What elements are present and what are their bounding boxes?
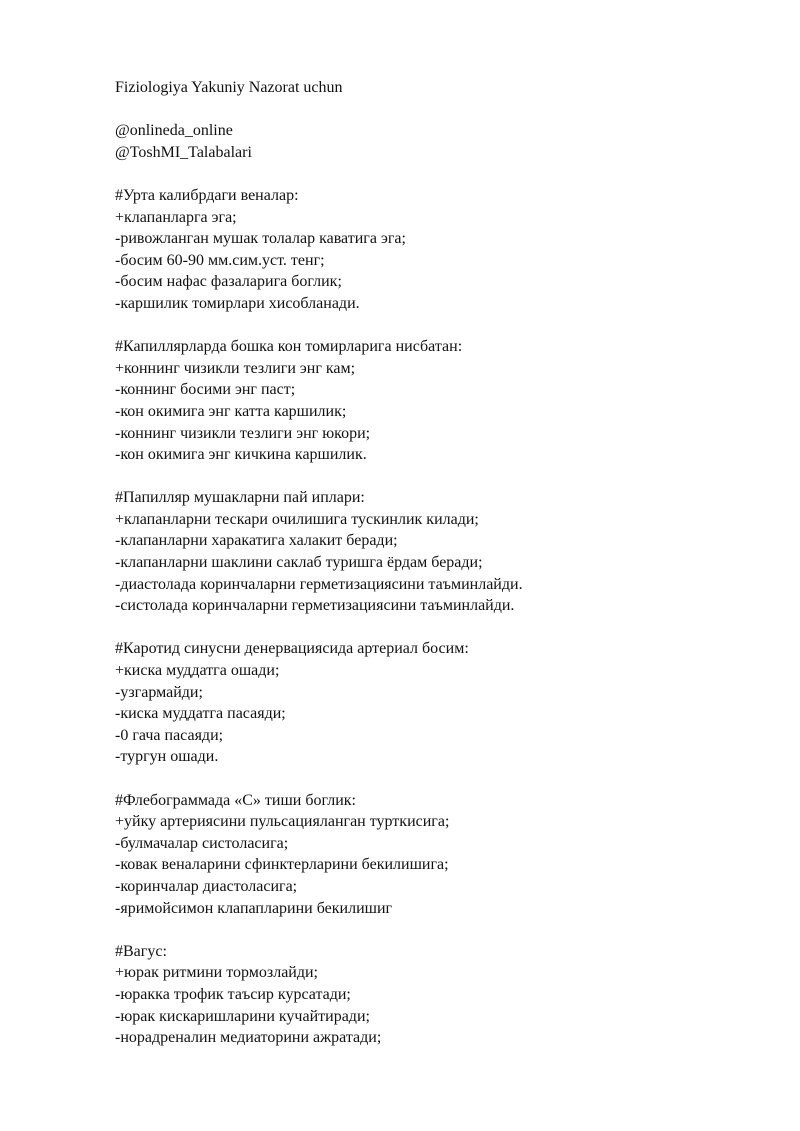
answer-option: -клапанларни харакатига халакит беради; — [115, 532, 398, 550]
answer-option: -ривожланган мушак толалар каватига эга; — [115, 230, 406, 248]
blank-line — [115, 919, 765, 941]
answer-option: -клапанларни шаклини саклаб туришга ёрдам беради; — [115, 554, 483, 572]
answer-option: -босим нафас фазаларига боглик; — [115, 273, 342, 291]
question-block-4 — [115, 638, 765, 768]
answer-option: -норадреналин медиаторини ажратади; — [115, 1029, 382, 1047]
answer-option: -коннинг босими энг паст; — [115, 381, 296, 399]
answer-option: -коринчалар диастоласига; — [115, 877, 298, 895]
question-block-1 — [115, 185, 765, 315]
answer-option: -тургун ошади. — [115, 748, 219, 766]
question-text: #Урта калибрдаги веналар: — [115, 186, 299, 204]
answer-option: -узгармайди; — [115, 683, 203, 701]
blank-line — [115, 99, 765, 121]
answer-option: -кон окимига энг кичкина каршилик. — [115, 446, 367, 464]
answer-option: -юракка трофик таъсир курсатади; — [115, 985, 351, 1003]
answer-option: -кон окимига энг катта каршилик; — [115, 402, 347, 420]
answer-option: -систолада коринчаларни герметизациясини таъминлайди. — [115, 597, 515, 615]
handle-onlineda: @onlineda_online — [115, 122, 233, 140]
answer-option: +клапанларни тескари очилишига тускинлик килади; — [115, 510, 479, 528]
answer-option: +клапанларга эга; — [115, 208, 237, 226]
question-text: #Флебограммада «С» тиши боглик: — [115, 791, 356, 809]
answer-option: +юрак ритмини тормозлайди; — [115, 964, 318, 982]
question-block-5 — [115, 790, 765, 920]
question-text: #Каротид синусни денервациясида артериал босим: — [115, 640, 469, 658]
answer-option: -диастолада коринчаларни герметизациясини таъминлайди. — [115, 575, 523, 593]
answer-option: -ковак веналарини сфинктерларини бекилишига; — [115, 856, 449, 874]
question-text: #Вагус: — [115, 942, 167, 960]
blank-line — [115, 163, 765, 185]
blank-line — [115, 617, 765, 639]
answer-option: +коннинг чизикли тезлиги энг кам; — [115, 359, 356, 377]
blank-line — [115, 768, 765, 790]
question-text: #Капиллярларда бошка кон томирларига нисбатан: — [115, 338, 463, 356]
question-block-6 — [115, 941, 765, 1049]
answer-option: -киска муддатга пасаяди; — [115, 705, 286, 723]
answer-option: +уйку артериясини пульсацияланган турткисига; — [115, 813, 450, 831]
blank-line — [115, 466, 765, 488]
answer-option: -юрак кискаришларини кучайтиради; — [115, 1007, 370, 1025]
document-body — [115, 77, 765, 1049]
answer-option: -босим 60-90 мм.сим.уст. тенг; — [115, 251, 325, 269]
question-text: #Папилляр мушакларни пай иплари: — [115, 489, 365, 507]
handle-toshmi: @ToshMI_Talabalari — [115, 143, 252, 161]
blank-line — [115, 315, 765, 337]
answer-option: +киска муддатга ошади; — [115, 662, 280, 680]
question-block-3 — [115, 487, 765, 617]
answer-option: -яримойсимон клапапларини бекилишиг — [115, 899, 393, 917]
answer-option: -булмачалар систоласига; — [115, 834, 289, 852]
answer-option: -0 гача пасаяди; — [115, 726, 224, 744]
document-title: Fiziologiya Yakuniy Nazorat uchun — [115, 79, 343, 96]
answer-option: -каршилик томирлари хисобланади. — [115, 294, 360, 312]
question-block-2 — [115, 336, 765, 466]
answer-option: -коннинг чизикли тезлиги энг юкори; — [115, 424, 371, 442]
